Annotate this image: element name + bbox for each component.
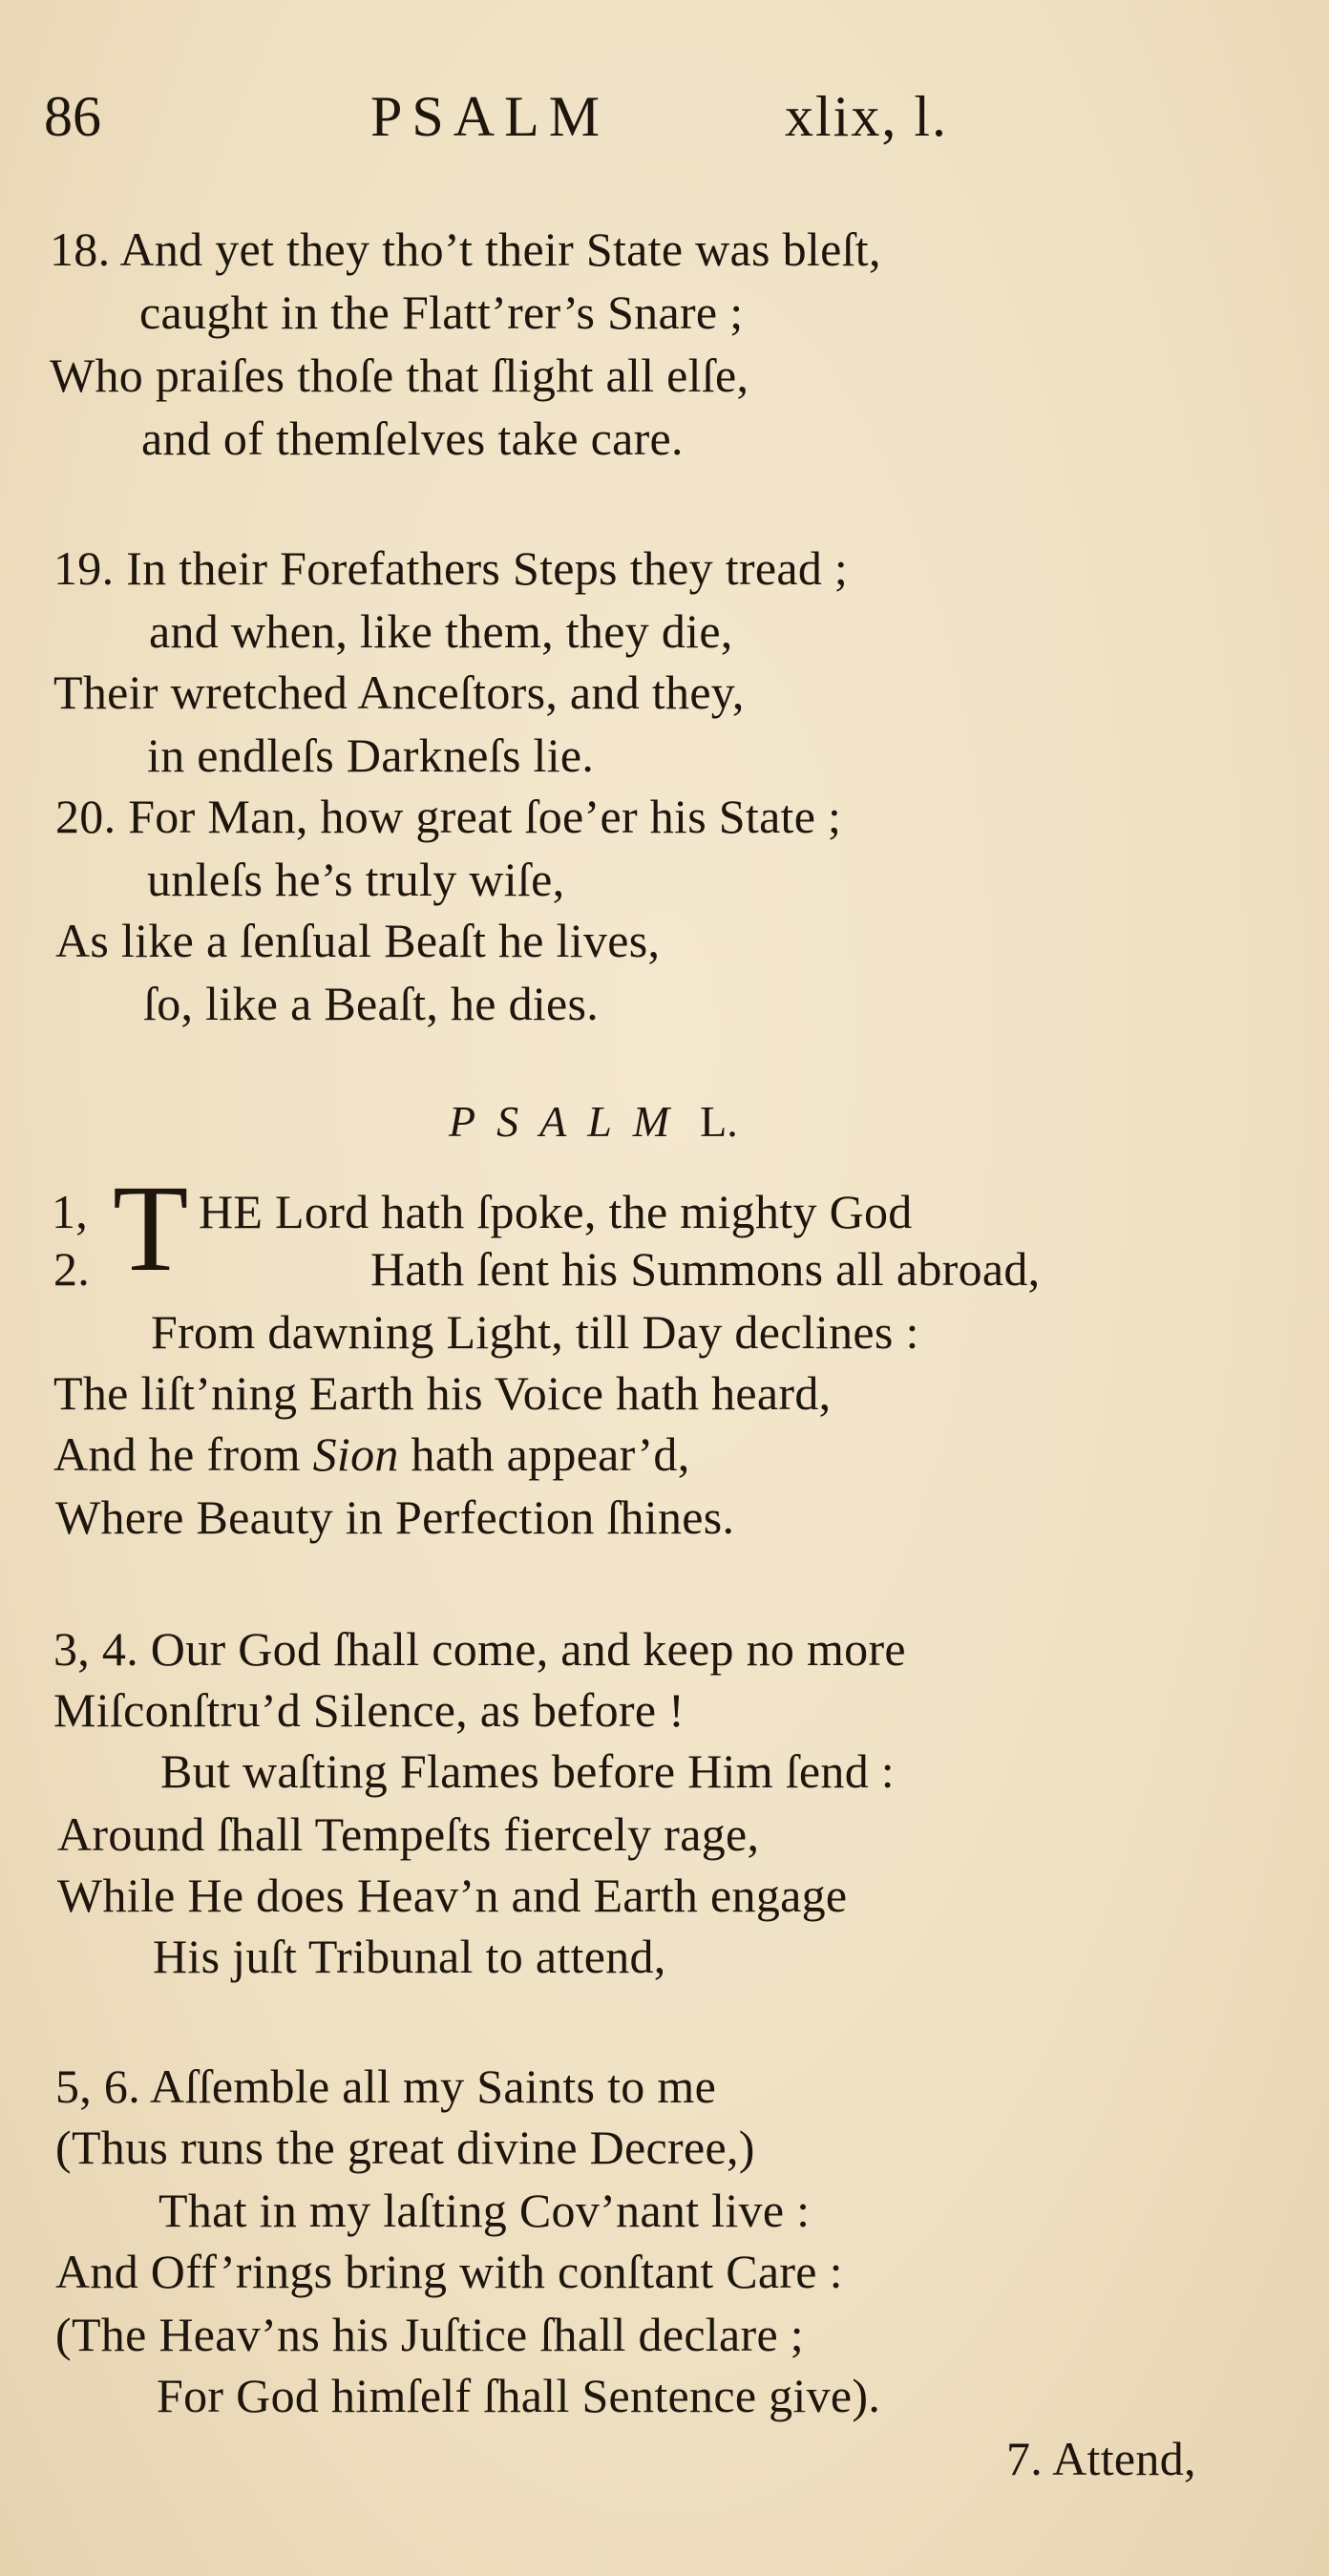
verse-line: As like a ſenſual Beaſt he lives, [55, 914, 661, 967]
verse-line: (The Heav’ns his Juſtice ſhall declare ; [55, 2308, 804, 2361]
catchword: 7. Attend, [1006, 2432, 1196, 2485]
verse-line: Hath ſent his Summons all abroad, [370, 1242, 1041, 1296]
verse-number: 2. [53, 1242, 91, 1296]
verse-line: in endleſs Darkneſs lie. [147, 728, 595, 782]
place-name: Sion [312, 1427, 399, 1481]
verse-line: 3, 4. Our God ſhall come, and keep no more [53, 1622, 906, 1676]
verse-number: 1, [52, 1185, 89, 1238]
verse-line: and when, like them, they die, [149, 604, 733, 658]
verse-line: Where Beauty in Perfection ſhines. [55, 1490, 735, 1544]
verse-line: That in my laſting Cov’nant live : [158, 2184, 811, 2237]
verse-line: caught in the Flatt’rer’s Snare ; [139, 285, 744, 339]
verse-line: 18. And yet they tho’t their State was bleſt, [50, 222, 881, 276]
psalm-heading [449, 1096, 738, 1147]
psalm-heading-number: L. [700, 1097, 738, 1146]
psalm-heading-word: PSALM [449, 1097, 691, 1146]
running-header [0, 84, 1329, 151]
verse-line: While He does Heav’n and Earth engage [57, 1869, 848, 1922]
verse-line: HE Lord hath ſpoke, the mighty God [199, 1185, 913, 1238]
verse-line: His juſt Tribunal to attend, [153, 1930, 666, 1983]
running-head-title: PSALM [370, 85, 610, 148]
verse-line: But waſting Flames before Him ſend : [160, 1744, 896, 1798]
verse-line: Around ſhall Tempeſts fiercely rage, [57, 1807, 760, 1861]
verse-line: (Thus runs the great divine Decree,) [55, 2121, 755, 2174]
verse-line: From dawning Light, till Day declines : [151, 1305, 919, 1359]
page-number: 86 [44, 85, 101, 148]
verse-line: unleſs he’s truly wiſe, [147, 853, 565, 906]
verse-line: ſo, like a Beaſt, he dies. [143, 977, 600, 1030]
verse-line: And Off’rings bring with conſtant Care : [55, 2245, 843, 2298]
verse-line: Miſconſtru’d Silence, as before ! [53, 1683, 686, 1737]
verse-line: 20. For Man, how great ſoe’er his State ; [55, 790, 842, 843]
verse-text: And he from [53, 1427, 301, 1481]
verse-line: 5, 6. Aſſemble all my Saints to me [55, 2059, 717, 2113]
verse-line: Who praiſes thoſe that ſlight all elſe, [50, 348, 749, 402]
verse-line: Their wretched Anceſtors, and they, [53, 665, 745, 719]
drop-cap: T [113, 1160, 189, 1298]
verse-line: and of themſelves take care. [141, 412, 684, 465]
verse-text: hath appear’d, [411, 1427, 690, 1481]
verse-line [53, 1427, 690, 1481]
running-head-numbers: xlix, l. [785, 85, 949, 148]
verse-line: The liſt’ning Earth his Voice hath heard, [53, 1366, 832, 1420]
verse-line: 19. In their Forefathers Steps they tread ; [53, 541, 849, 595]
verse-line: For God himſelf ſhall Sentence give). [157, 2369, 881, 2422]
